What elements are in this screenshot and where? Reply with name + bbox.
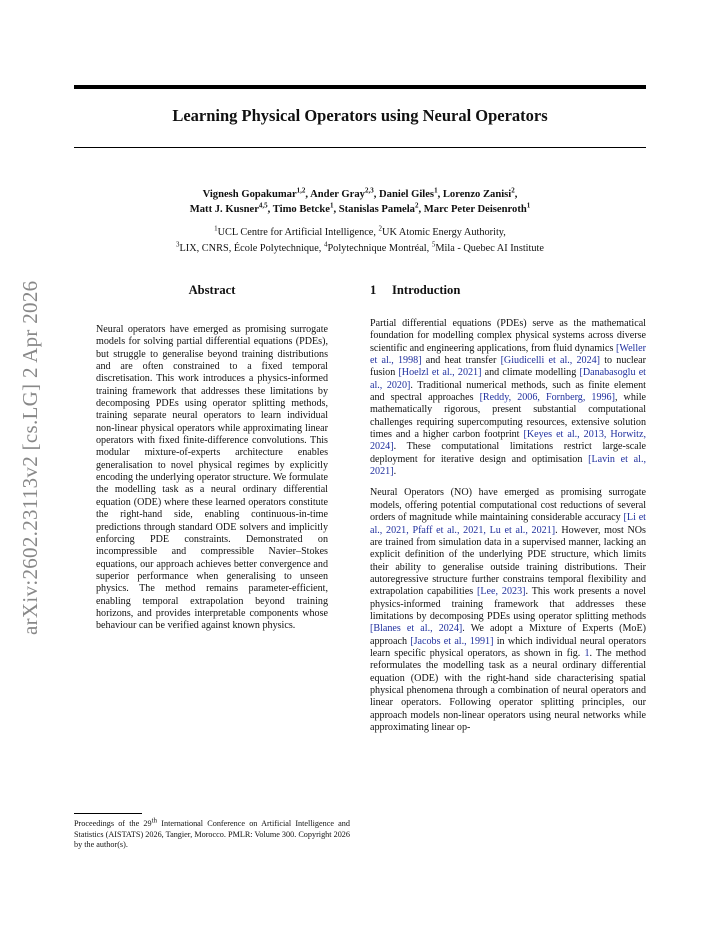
citation-link[interactable]: [Blanes et al., 2024] [370, 623, 463, 635]
author-list [74, 187, 646, 217]
author-name: Daniel Giles [379, 189, 435, 200]
affiliation-text: UCL Centre for Artificial Intelligence, [217, 227, 379, 238]
affiliation-mark: 1 [214, 224, 218, 233]
citation-link[interactable]: [Lee, 2023] [477, 586, 526, 598]
introduction-heading [370, 283, 646, 298]
author-line-2: Matt J. Kusner$^{4,5}$, Timo Betcke$^1$, Stanislas Pamela$^2$, Marc Peter Deisenroth$^1$ [189, 201, 531, 215]
section-number: 1 [370, 283, 377, 297]
citation-link[interactable]: [Danabasoglu et al., 2020] [370, 367, 646, 391]
section-title: Introduction [392, 283, 461, 297]
citation-link[interactable]: [Reddy, 2006, Fornberg, 1996] [479, 392, 615, 404]
affiliation-mark: 5 [431, 240, 436, 249]
affiliation-line-2 [74, 241, 646, 257]
author-name: Marc Peter Deisenroth [423, 204, 527, 215]
author-name: Stanislas Pamela [338, 204, 415, 215]
author-affiliation-mark: 4,5 [258, 201, 268, 210]
citation-link[interactable]: [Weller et al., 1998] [370, 342, 646, 367]
intro-paragraph: Partial differential equations (PDEs) serve as the mathematical foundation for modelling complex physical systems across diverse scientific and engineering applications, from fluid dynamics [Weller et al., 1998] and heat transfer [Giudicelli et al., 2024] to nuclear fusion [Hoelzl et al., 2021] and climate modelling [Danabasoglu et al., 2020]. Traditional numerical methods, such as finite element and spectral approaches [Reddy, 2006, Fornberg, 1996], while mathematically rigorous, present substantial computational challenges requiring supercomputing resources, extensive solution times and a higher carbon footprint [Keyes et al., 2013, Horwitz, 2024]. These computational limitations restrict large-scale deployment for iterative design and optimisation [Lavin et al., 2021]. [370, 318, 646, 478]
citation-link[interactable]: [Hoelzl et al., 2021] [398, 367, 482, 379]
author-affiliation-mark: 1,2 [296, 186, 306, 195]
affiliation-text: Mila - Quebec AI Institute [435, 242, 544, 254]
affiliation-mark: 4 [323, 240, 328, 249]
citation-link[interactable]: [Lavin et al., 2021] [370, 453, 646, 478]
paper-title: Learning Physical Operators using Neural Operators [172, 106, 548, 125]
author-name: Ander Gray [310, 189, 365, 200]
author-affiliation-mark: 2 [511, 186, 515, 195]
abstract-text: Neural operators have emerged as promising surrogate models for solving partial differential equations (PDEs), but struggle to generalise beyond training distributions and are often constrained to a fixed temporal discretisation. This work introduces a physics-informed training framework that addresses these limitations by decomposing PDEs using operator splitting methods, training separate neural operators to learn individual non-linear physical operators while approximating linear operators with fixed finite-difference convolutions. This modular mixture-of-experts architecture enables generalisation to novel physical regimes by explicitly encoding the underlying operator structure. We formulate the modelling task as a neural ordinary differential equation (ODE) where these learned operators constitute the right-hand side, enabling continuous-in-time predictions through standard ODE solvers and implicitly enforcing PDE constraints. Demonstrated on incompressible and compressible Navier–Stokes equations, our approach achieves better convergence and superior performance when generalising to unseen physics. The method remains parameter-efficient, enabling temporal extrapolation beyond training horizons, and provides interpretable components whose behaviour can be verified against known physics. [96, 324, 328, 632]
citation-link[interactable]: 1 [584, 647, 590, 659]
proceedings-footnote: Proceedings of the 29th International Conference on Artificial Intelligence and Statistics (AISTATS) 2026, Tangier, Morocco. PMLR: Volume 300. Copyright 2026 by the author(s). [74, 816, 350, 850]
affiliations [74, 225, 646, 256]
author-affiliation-mark: 1 [434, 186, 438, 195]
affiliation-text: UK Atomic Energy Authority, [382, 227, 506, 238]
arxiv-identifier[interactable]: arXiv:2602.23113v2 [cs.LG] 2 Apr 2026 [18, 280, 42, 635]
author-line-1: Vignesh Gopakumar$^{1,2}$, Ander Gray$^{2,3}$, Daniel Giles$^1$, Lorenzo Zanisi$^2$, [202, 186, 518, 200]
author-name: Vignesh Gopakumar [202, 189, 297, 200]
author-affiliation-mark: 1 [329, 201, 334, 210]
affiliation-mark: 3 [176, 240, 180, 249]
author-affiliation-mark: 2 [414, 201, 419, 210]
affiliation-text: LIX, CNRS, École Polytechnique, [179, 242, 324, 254]
footnote-rule [74, 813, 142, 814]
author-name: Lorenzo Zanisi [442, 189, 512, 200]
title-rule [74, 147, 646, 148]
affiliation-line-1 [74, 225, 646, 241]
citation-link[interactable]: [Li et al., 2021, Pfaff et al., 2021, Lu et al., 2021] [370, 512, 646, 536]
author-name: Matt J. Kusner [189, 204, 259, 215]
intro-paragraph: Neural Operators (NO) have emerged as promising surrogate models, offering potential computational cost reductions of several orders of magnitude while maintaining considerable accuracy [Li et al., 2021, Pfaff et al., 2021, Lu et al., 2021]. However, most NOs are trained from simulation data in a supervised manner, lacking an explicit definition of the underlying PDE structure, which limits their ability to generalise outside training distributions. Their autoregressive structure further constrains temporal flexibility and extrapolation capabilities [Lee, 2023]. This work presents a novel physics-informed training framework that addresses these limitations by decomposing PDEs using operator splitting methods [Blanes et al., 2024]. We adopt a Mixture of Experts (MoE) approach [Jacobs et al., 1991] in which individual neural operators learn specific physical operators, as shown in fig. 1. The method reformulates the modelling task as a neural ordinary differential equation (ODE) with the right-hand side characterising spatial physical phenomena through a combination of neural operators and linear operators. Following operator splitting principles, our approach models non-linear operators using neural networks while approximating linear op- [370, 487, 646, 733]
abstract-heading: Abstract [188, 283, 236, 297]
author-affiliation-mark: 1 [526, 201, 531, 210]
affiliation-text: Polytechnique Montréal, [327, 242, 432, 254]
citation-link[interactable]: [Giudicelli et al., 2024] [500, 355, 601, 367]
introduction-body [370, 318, 646, 743]
citation-link[interactable]: [Jacobs et al., 1991] [410, 635, 494, 647]
top-rule [74, 85, 646, 89]
affiliation-mark: 2 [378, 224, 383, 233]
ordinal-suffix: th [151, 816, 158, 825]
author-name: Timo Betcke [272, 204, 330, 215]
author-affiliation-mark: 2,3 [364, 186, 374, 195]
citation-link[interactable]: [Keyes et al., 2013, Horwitz, 2024] [370, 429, 646, 453]
